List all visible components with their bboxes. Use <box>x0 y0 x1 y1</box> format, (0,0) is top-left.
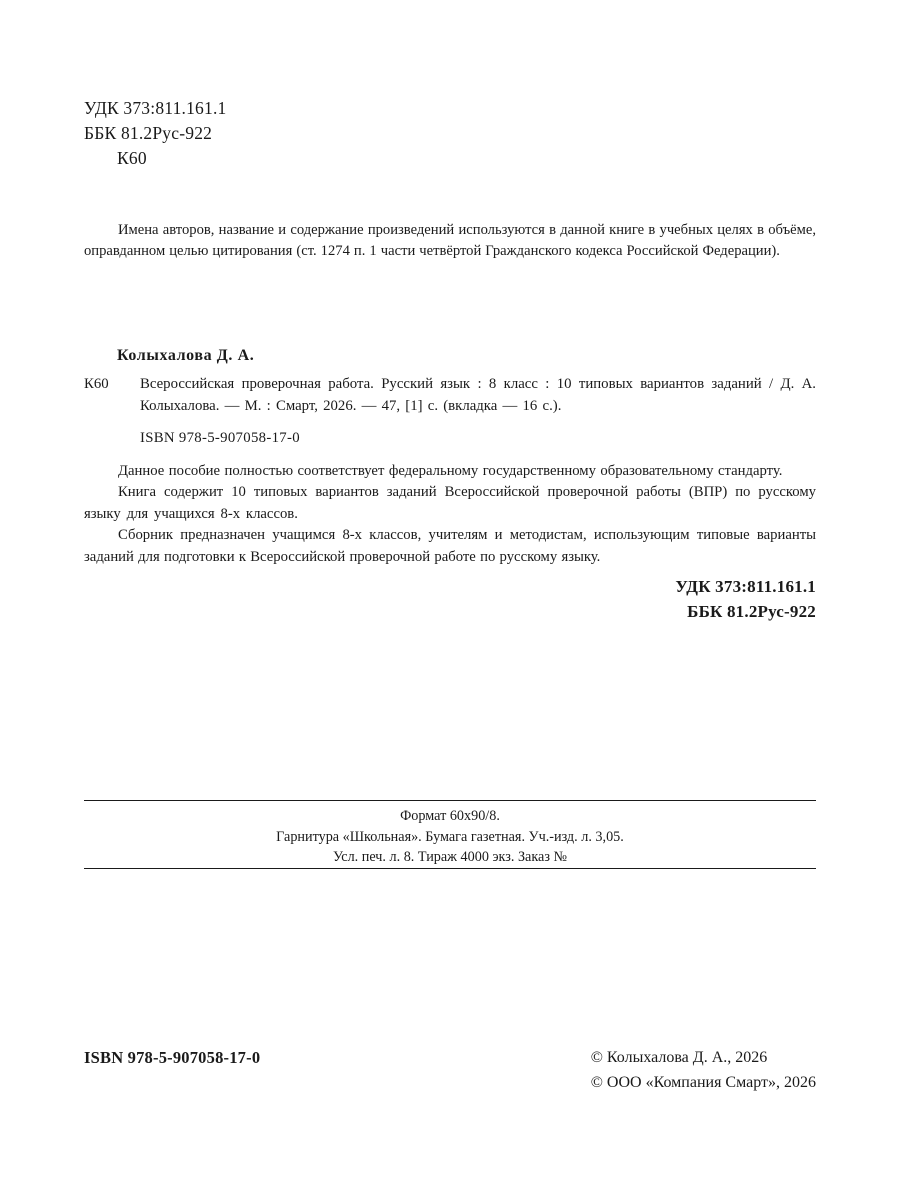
bbk-code-repeat: ББК 81.2Рус-922 <box>687 601 816 621</box>
copyright-publisher: © ООО «Компания Смарт», 2026 <box>590 1073 816 1091</box>
footer-isbn: ISBN 978-5-907058-17-0 <box>84 1048 261 1067</box>
classification-codes-repeat <box>675 575 816 624</box>
imprint-rule-top <box>84 800 816 801</box>
page-content <box>84 0 816 1200</box>
author-index-code: К60 <box>117 147 147 168</box>
annotation-paragraph-1: Данное пособие полностью соответствует федеральному государственному образовательному стандарту. <box>118 463 783 479</box>
udk-code-repeat: УДК 373:811.161.1 <box>675 577 816 596</box>
imprint-line-3: Усл. печ. л. 8. Тираж 4000 экз. Заказ № <box>332 849 568 866</box>
annotation-paragraph-2: Книга содержит 10 типовых вариантов заданий Всероссийской проверочной работы (ВПР) по русскому языку для учащихся 8-х классов. <box>84 484 816 522</box>
bbk-code: ББК 81.2Рус-922 <box>84 122 213 143</box>
imprint-line-1: Формат 60x90/8. <box>400 808 500 824</box>
copyright-author: © Колыхалова Д. А., 2026 <box>590 1049 768 1066</box>
legal-notice: Имена авторов, название и содержание произведений используются в данной книге в учебных целях в объёме, оправданном целью цитирования (ст. 1274 п. 1 части четвёртой Гражданского кодекса Российской Федерации). <box>84 222 816 260</box>
isbn-line: ISBN 978-5-907058-17-0 <box>140 430 300 446</box>
author-name: Колыхалова Д. А. <box>117 347 255 364</box>
udk-code: УДК 373:811.161.1 <box>84 98 227 118</box>
imprint-block <box>84 806 816 868</box>
classification-codes <box>84 96 226 171</box>
bibliographic-record <box>84 373 816 417</box>
imprint-rule-bottom <box>84 868 816 869</box>
annotation-paragraph-3: Сборник предназначен учащимся 8-х классов, учителям и методистам, использующим типовые варианты заданий для подготовки к Всероссийской проверочной работе по русскому языку. <box>84 527 816 565</box>
annotation-block <box>84 461 816 568</box>
copyright-block <box>591 1046 816 1096</box>
imprint-line-2: Гарнитура «Школьная». Бумага газетная. Уч.-изд. л. 3,05. <box>276 828 624 845</box>
bib-index-code: К60 <box>84 376 109 392</box>
bib-description: Всероссийская проверочная работа. Русский язык : 8 класс : 10 типовых вариантов заданий / Д. А. Колыхалова. — М. : Смарт, 2026. — 47, [1] с. (вкладка — 16 с.). <box>140 376 816 415</box>
